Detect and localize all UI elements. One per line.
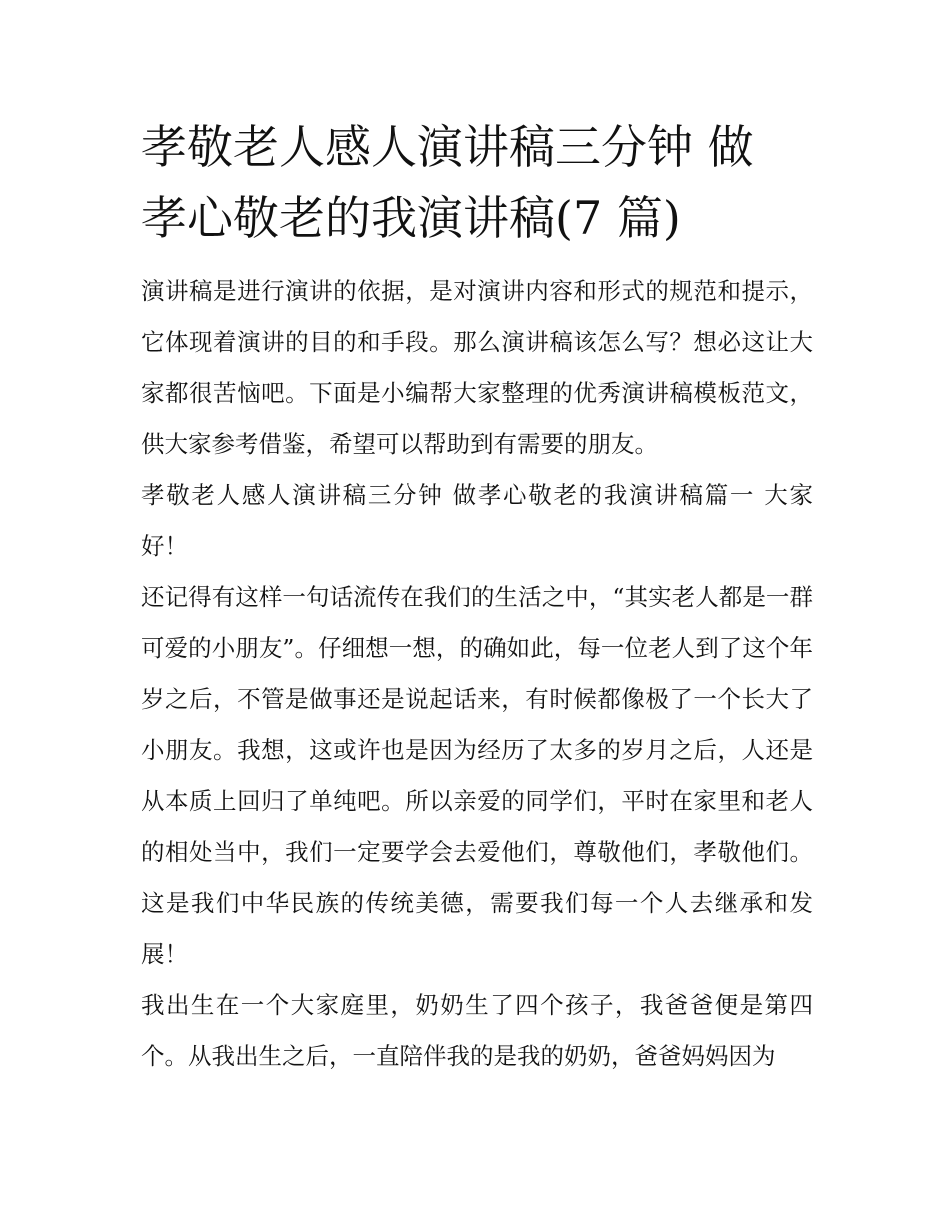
body-paragraph-1: 还记得有这样一句话流传在我们的生活之中，“其实老人都是一群可爱的小朋友”。仔细想一想，的确如此，每一位老人到了这个年岁之后，不管是做事还是说起话来，有时候都像极了一个长大了小朋友。我想，这或许也是因为经历了太多的岁月之后，人还是从本质上回归了单纯吧。所以亲爱的同学们，平时在家里和老人的相处当中，我们一定要学会去爱他们，尊敬他们，孝敬他们。这是我们中华民族的传统美德，需要我们每一个人去继承和发展！ [141,583,813,968]
title-line-1: 孝敬老人感人演讲稿三分钟 做 [141,120,754,174]
document-title [141,112,813,254]
document-page [141,112,813,1082]
title-line-2: 孝心敬老的我演讲稿(7 篇) [141,191,681,245]
section-heading-paragraph: 孝敬老人感人演讲稿三分钟 做孝心敬老的我演讲稿篇一 大家好！ [141,481,813,560]
intro-paragraph: 演讲稿是进行演讲的依据，是对演讲内容和形式的规范和提示，它体现着演讲的目的和手段。那么演讲稿该怎么写？想必这让大家都很苦恼吧。下面是小编帮大家整理的优秀演讲稿模板范文，供大家参考借鉴，希望可以帮助到有需要的朋友。 [141,277,813,458]
body-paragraph-2: 我出生在一个大家庭里，奶奶生了四个孩子，我爸爸便是第四个。从我出生之后，一直陪伴我的是我的奶奶，爸爸妈妈因为 [141,991,813,1070]
